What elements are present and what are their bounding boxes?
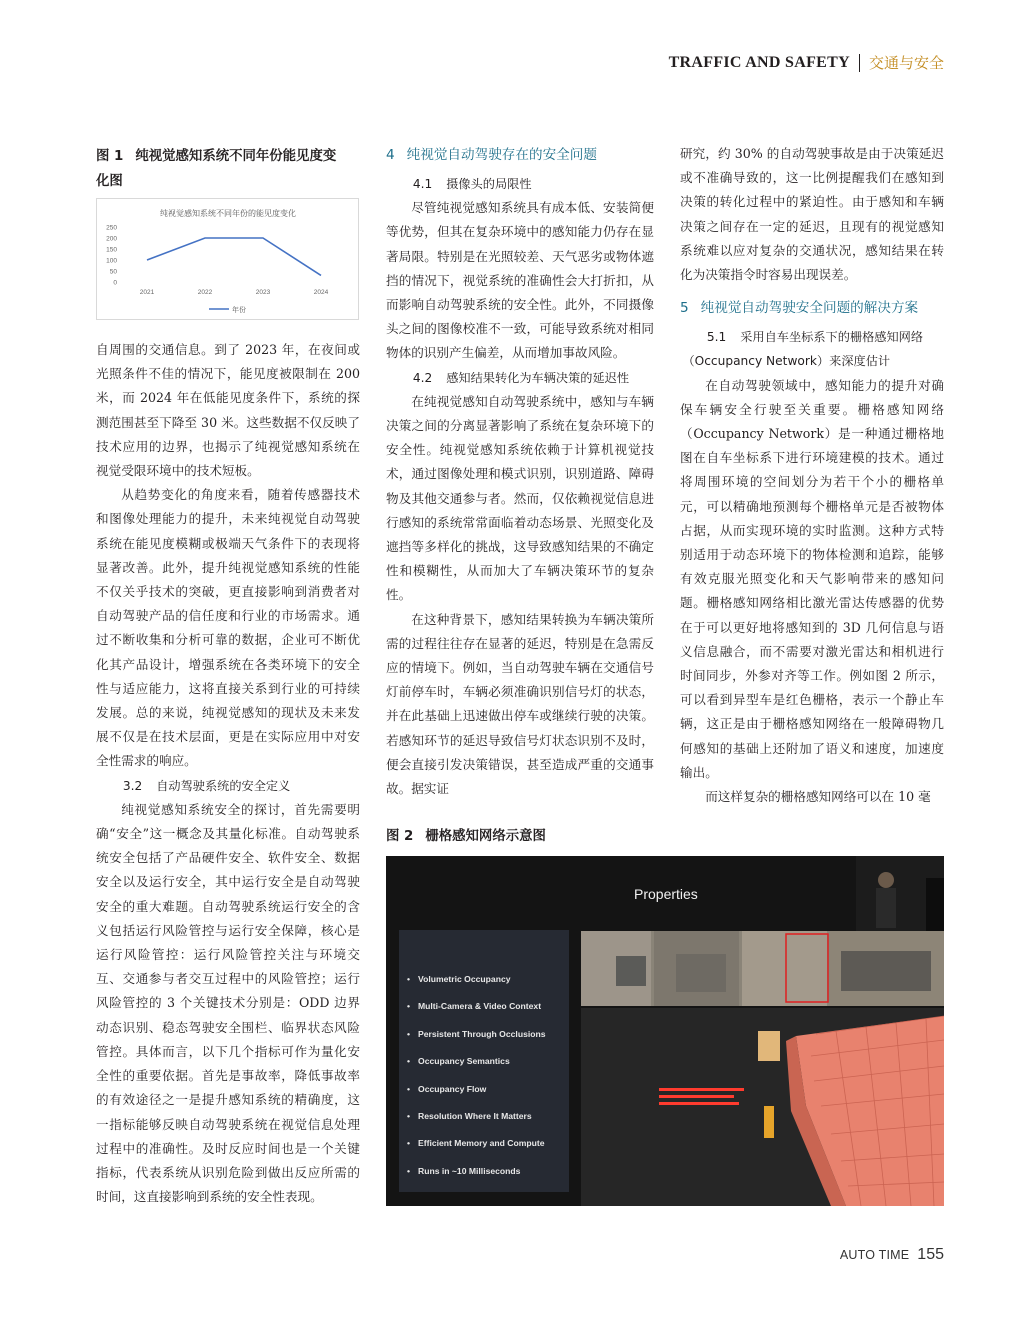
y-tick-label: 200: [106, 235, 117, 243]
col1-paragraph-3: 纯视觉感知系统安全的探讨，首先需要明确“安全”这一概念及其量化标准。自动驾驶系统安全包括了产品硬件安全、软件安全、数据安全以及运行安全，其中运行安全是自动驾驶安全的重大难题。自动驾驶系统运行安全的含义包括运行风险管控与运行安全保障，核心是运行风险管控：运行风险管控关注与环境交互、交通参与者交互过程中的风险管控；运行风险管控的 3 个关键技术分别是：ODD 边界动态识别、稳态驾驶安全围栏、临界状态风险管控。具体而言，以下几个指标可作为量化安全性的重要依据。首先是事故率，降低事故率的有效途径之一是提升感知系统的精确度，这一指标能够反映自动驾驶系统在视觉信息处理过程中的准确性。及时反应时间也是一个关键指标，代表系统从识别危险到做出反应所需的时间，这直接影响到系统的安全性表现。: [96, 801, 360, 1205]
section-4-1-heading: [386, 172, 654, 196]
column-1: [96, 338, 360, 1209]
section-4-2-number: 4.2: [412, 370, 433, 385]
pedestrian-occupancy: [764, 1106, 774, 1138]
section-5-heading: [680, 295, 944, 321]
y-tick-label: 250: [106, 224, 117, 232]
section-3-2-heading: [96, 774, 360, 798]
chart-title: 纯视觉感知系统不同年份的能见度变化: [160, 209, 296, 218]
col3-paragraph-2: 在自动驾驶领域中，感知能力的提升对确保车辆安全行驶至关重要。栅格感知网络（Occupancy Network）是一种通过栅格地图在自车坐标系下进行环境建模的技术。通过将周围环境的空间划分为若干个小的栅格单元，可以精确地预测每个栅格单元是否被物体占据，从而实现环境的实时监测。这种方式特别适用于动态环境下的物体检测和追踪，能够有效克服光照变化和天气影响带来的感知问题。栅格感知网络相比激光雷达传感器的优势在于可以更好地将感知到的 3D 几何信息与语义信息融合，而不需要对激光雷达和相机进行时间同步，外参对齐等工作。例如图 2 所示，可以看到异型车是红色栅格，表示一个静止车辆，这正是由于栅格感知网络在一般障碍物几何感知的基础上还附加了语义和速度，加速度输出。: [680, 377, 944, 780]
property-item: • Persistent Through Occlusions: [399, 1029, 569, 1056]
col1-paragraph-1: 自周围的交通信息。到了 2023 年，在夜间或光照条件不佳的情况下，能见度被限制在 200 米，而 2024 年在低能见度条件下，系统的探测范围甚至下降至 30 米。这些数据不仅反映了技术应用的边界，也揭示了纯视觉感知系统在视觉受限环境中的技术短板。: [96, 342, 360, 479]
y-tick-label: 50: [109, 268, 117, 276]
col3-paragraph-3: 而这样复杂的栅格感知网络可以在 10 毫: [705, 789, 931, 805]
section-5-1-heading: [680, 325, 944, 349]
column-2: [386, 142, 654, 801]
magazine-name: AUTO TIME: [839, 1248, 910, 1262]
section-4-1-number: 4.1: [412, 177, 433, 191]
col2-paragraph-1: 尽管纯视觉感知系统具有成本低、安装简便等优势，但其在复杂环境中的感知能力仍存在显著局限。特别是在光照较差、天气恶劣或物体遮挡的情况下，视觉系统的准确性会大打折扣，从而影响自动驾驶系统的安全性。此外，不同摄像头之间的图像校准不一致，可能导致系统对相同物体的识别产生偏差，从而增加事故风险。: [386, 200, 654, 361]
col1-paragraph-2: 从趋势变化的角度来看，随着传感器技术和图像处理能力的提升，未来纯视觉自动驾驶系统在能见度模糊或极端天气条件下的表现将显著改善。此外，提升纯视觉感知系统的性能不仅关乎技术的突破，更直接影响到消费者对自动驾驶产品的信任度和行业的市场需求。通过不断收集和分析可靠的数据，企业可不断优化其产品设计，增强系统在各类环境下的安全性与适应能力，这将直接关系到行业的可持续发展。总的来说，纯视觉感知的现状及未来发展不仅是在技术层面，更是在实际应用中对安全性需求的响应。: [96, 487, 360, 769]
line-chart: [97, 199, 360, 321]
legend-label: 年份: [232, 307, 246, 314]
x-tick-label: 2024: [313, 289, 329, 296]
section-5-title: 纯视觉自动驾驶安全问题的解决方案: [700, 300, 919, 317]
y-tick-label: 100: [106, 257, 117, 265]
properties-list: [399, 930, 569, 1193]
figure-2-caption: [386, 824, 546, 849]
page-footer: [840, 1246, 944, 1264]
section-3-2-title: 自动驾驶系统的安全定义: [156, 778, 291, 793]
property-item: • Efficient Memory and Compute: [399, 1138, 569, 1165]
section-5-1-title-line2: （Occupancy Network）来深度估计: [682, 354, 891, 369]
property-item: • Volumetric Occupancy: [399, 974, 569, 1001]
presenter-head: [878, 872, 894, 888]
y-tick-label: 0: [113, 279, 117, 287]
figure-1-title-line1: 纯视觉感知系统不同年份能见度变: [135, 149, 337, 164]
section-5-1-title-line1: 采用自车坐标系下的栅格感知网络: [740, 330, 924, 345]
header-divider: [859, 54, 860, 72]
y-tick-label: 150: [106, 246, 117, 254]
column-3: [680, 142, 944, 809]
property-item: • Occupancy Flow: [399, 1084, 569, 1111]
property-item: • Multi-Camera & Video Context: [399, 1001, 569, 1028]
section-5-1-number: 5.1: [706, 330, 727, 345]
property-item: • Occupancy Semantics: [399, 1056, 569, 1083]
figure-1-chart: [96, 198, 359, 320]
presenter-body: [876, 888, 896, 928]
section-5-number: 5: [680, 300, 689, 317]
col2-paragraph-3: 在这种背景下，感知结果转换为车辆决策所需的过程往往存在显著的延迟，特别是在急需反应的情境下。例如，当自动驾驶车辆在交通信号灯前停车时，车辆必须准确识别信号灯的状态，并在此基础上迅速做出停车或继续行驶的决策。若感知环节的延迟导致信号灯状态识别不及时，便会直接引发决策错误，甚至造成严重的交通事故。据实证: [386, 611, 654, 797]
property-item: • Resolution Where It Matters: [399, 1111, 569, 1138]
figure-1-title-line2: 化图: [96, 174, 123, 189]
section-3-2-number: 3.2: [122, 778, 143, 793]
col3-paragraph-1: 研究，约 30% 的自动驾驶事故是由于决策延迟或不准确导致的，这一比例提醒我们在感知到决策的转化过程中的紧迫性。由于感知和车辆决策之间存在一定的延迟，且现有的视觉感知系统难以应对复杂的交通状况，感知结果在转化为决策指令时容易出现误差。: [680, 146, 944, 283]
x-tick-label: 2022: [197, 289, 213, 296]
annotation-line: [659, 1088, 744, 1091]
running-header: [669, 52, 944, 73]
page-number: 155: [917, 1246, 944, 1263]
figure-1-caption: [96, 144, 364, 194]
header-chinese: 交通与安全: [868, 54, 944, 72]
header-english: TRAFFIC AND SAFETY: [668, 53, 850, 71]
section-4-heading: [386, 142, 654, 168]
x-tick-label: 2023: [255, 289, 271, 296]
section-4-2-title: 感知结果转化为车辆决策的延迟性: [446, 370, 630, 385]
slide-title: Properties: [634, 886, 698, 902]
section-4-1-title: 摄像头的局限性: [446, 177, 532, 191]
figure-2-title: 栅格感知网络示意图: [425, 829, 546, 844]
figure-2-photo: [386, 856, 944, 1206]
figure-2-number: 图 2: [386, 829, 414, 844]
col2-paragraph-2: 在纯视觉感知自动驾驶系统中，感知与车辆决策之间的分离显著影响了系统在复杂环境下的安全性。纯视觉感知系统依赖于计算机视觉技术，通过图像处理和模式识别，识别道路、障碍物及其他交通参与者。然而，仅依赖视觉信息进行感知的系统常常面临着动态场景、光照变化及遮挡等多样化的挑战，这导致感知结果的不确定性和模糊性，从而加大了车辆决策环节的复杂性。: [386, 393, 654, 603]
occupancy-object: [758, 1031, 780, 1061]
properties-panel: [399, 930, 569, 1192]
section-4-number: 4: [386, 147, 395, 163]
series-line: [147, 238, 321, 275]
x-tick-label: 2021: [139, 289, 155, 296]
section-4-title: 纯视觉自动驾驶存在的安全问题: [406, 147, 597, 163]
figure-1-number: 图 1: [96, 149, 124, 164]
property-item: • Runs in ~10 Milliseconds: [399, 1166, 569, 1193]
section-4-2-heading: [386, 366, 654, 390]
